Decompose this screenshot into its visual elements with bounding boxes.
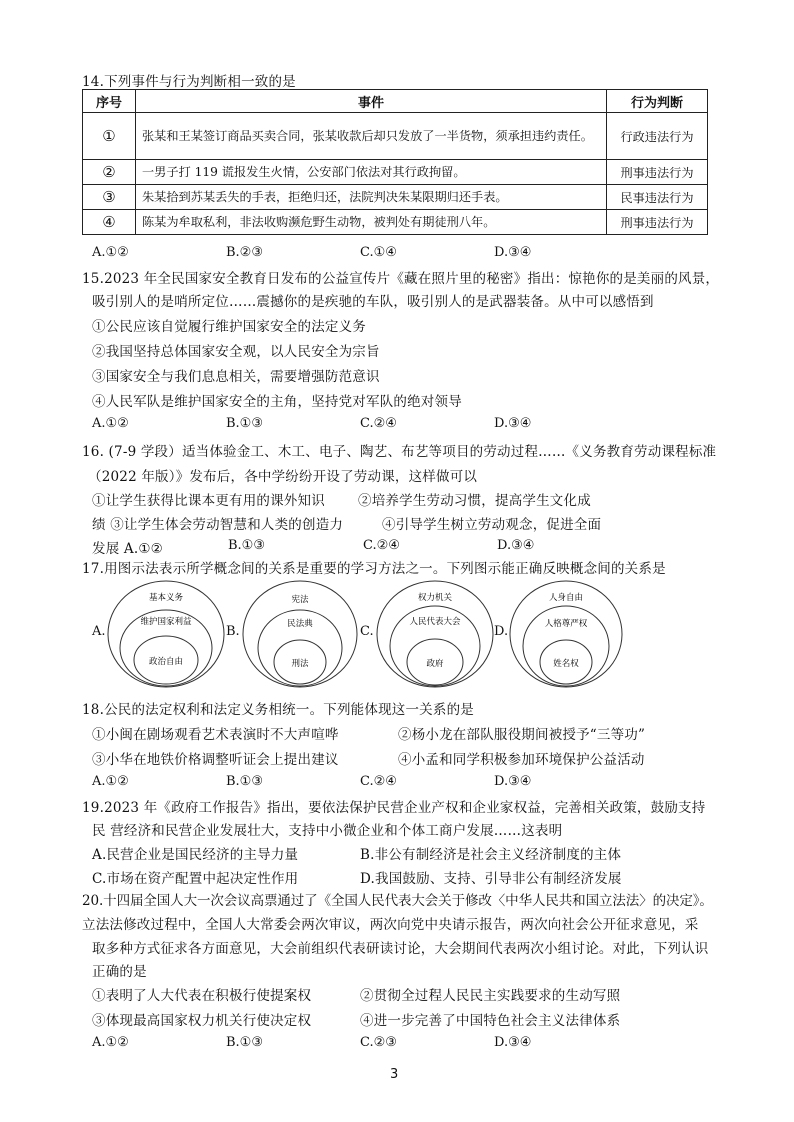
- table-row: [83, 160, 708, 185]
- q15-stem-line1: 15.2023 年全民国家安全教育日发布的公益宣传片《藏在照片里的秘密》指出：惊艳你的是美丽的风景，: [82, 271, 720, 287]
- q19-stem-line2: 民 营经济和民营企业发展壮大，支持中小微企业和个体工商户发展……这表明: [92, 823, 563, 839]
- row-no: ④: [83, 210, 136, 235]
- header-judge: 行为判断: [607, 90, 708, 113]
- q17-diagram-b: [240, 578, 360, 690]
- q19-stem-line1: 19.2023 年《政府工作报告》指出，要依法保护民营企业产权和企业家权益，完善相关政策，鼓励支持: [82, 800, 706, 816]
- row-event: 朱某拾到苏某丢失的手表，拒绝归还，法院判决朱某限期归还手表。: [136, 185, 607, 210]
- q18-item-3: ③小华在地铁价格调整听证会上提出建议: [92, 752, 339, 768]
- q18-option-b[interactable]: B.①③: [226, 774, 263, 789]
- q20-option-d[interactable]: D.③④: [494, 1035, 532, 1050]
- q20-item-4: ④进一步完善了中国特色社会主义法律体系: [360, 1013, 621, 1029]
- q17-diagram-a: [105, 578, 227, 690]
- q18-option-d[interactable]: D.③④: [494, 774, 532, 789]
- q16-stem-line2: （2022 年版）》发布后，各中学纷纷开设了劳动课，这样做可以: [88, 469, 478, 485]
- q15-item-3: ③国家安全与我们息息相关，需要增强防范意识: [92, 369, 380, 385]
- q14-title: 14.下列事件与行为判断相一致的是: [82, 74, 296, 90]
- q15-option-a[interactable]: A.①②: [92, 416, 129, 431]
- table-row: [83, 210, 708, 235]
- q18-option-c[interactable]: C.②④: [360, 774, 397, 789]
- table-row: [83, 113, 708, 160]
- q17-option-a[interactable]: A.: [92, 624, 106, 639]
- q16-item-2: ②培养学生劳动习惯，提高学生文化成: [358, 493, 591, 509]
- q20-option-c[interactable]: C.②③: [360, 1035, 397, 1050]
- q20-stem-line2: 立法法修改过程中，全国人大常委会两次审议，两次向党中央请示报告，两次向社会公开征求意见，采: [82, 917, 699, 933]
- q15-option-c[interactable]: C.②④: [360, 416, 397, 431]
- q16-option-a[interactable]: 发展 A.①②: [92, 541, 163, 557]
- middle-label: 人民代表大会: [409, 617, 461, 627]
- header-no: 序号: [83, 90, 136, 113]
- q14-option-c[interactable]: C.①④: [360, 245, 397, 260]
- outer-label: 权力机关: [417, 593, 453, 603]
- table-header-row: [83, 90, 708, 113]
- q17-diagram-c: [374, 578, 496, 690]
- q18-item-2: ②杨小龙在部队服役期间被授予“三等功”: [398, 727, 646, 743]
- q18-item-4: ④小孟和同学积极参加环境保护公益活动: [398, 752, 645, 768]
- q16-item-3: 绩 ③让学生体会劳动智慧和人类的创造力: [92, 517, 344, 533]
- q20-item-3: ③体现最高国家权力机关行使决定权: [92, 1013, 312, 1029]
- inner-label: 刑法: [291, 659, 309, 669]
- q14-option-a[interactable]: A.①②: [92, 245, 129, 260]
- q15-item-2: ②我国坚持总体国家安全观，以人民安全为宗旨: [92, 344, 380, 360]
- header-event: 事件: [136, 90, 607, 113]
- inner-label: 政府: [426, 659, 444, 669]
- q17-option-c[interactable]: C.: [360, 624, 374, 639]
- middle-circle: [523, 606, 609, 686]
- table-row: [83, 185, 708, 210]
- row-no: ②: [83, 160, 136, 185]
- q20-option-a[interactable]: A.①②: [92, 1035, 129, 1050]
- q19-option-a[interactable]: A.民营企业是国民经济的主导力量: [92, 847, 299, 863]
- q18-item-1: ①小闽在剧场观看艺术表演时不大声喧哗: [92, 727, 339, 743]
- q15-item-4: ④人民军队是维护国家安全的主角，坚持党对军队的绝对领导: [92, 394, 462, 410]
- row-judge: 行政违法行为: [607, 113, 708, 160]
- row-no: ①: [83, 113, 136, 160]
- q16-option-d[interactable]: D.③④: [497, 538, 535, 553]
- q16-item-1: ①让学生获得比课本更有用的课外知识: [92, 493, 325, 509]
- row-judge: 刑事违法行为: [607, 160, 708, 185]
- q20-item-1: ①表明了人大代表在积极行使提案权: [92, 988, 312, 1004]
- row-no: ③: [83, 185, 136, 210]
- q14-table: [82, 89, 708, 235]
- q17-option-d[interactable]: D.: [494, 624, 509, 639]
- q19-option-c[interactable]: C.市场在资产配置中起决定性作用: [92, 871, 299, 887]
- q20-option-b[interactable]: B.①③: [226, 1035, 263, 1050]
- q17-title: 17.用图示法表示所学概念间的关系是重要的学习方法之一。下列图示能正确反映概念间的关系是: [82, 561, 666, 577]
- q15-option-b[interactable]: B.①③: [226, 416, 263, 431]
- q19-option-d[interactable]: D.我国鼓励、支持、引导非公有制经济发展: [360, 871, 622, 887]
- q20-item-2: ②贯彻全过程人民民主实践要求的生动写照: [360, 988, 621, 1004]
- q17-option-b[interactable]: B.: [226, 624, 240, 639]
- row-judge: 刑事违法行为: [607, 210, 708, 235]
- middle-label: 民法典: [287, 619, 313, 629]
- q16-option-c[interactable]: C.②④: [363, 538, 400, 553]
- q15-option-d[interactable]: D.③④: [494, 416, 532, 431]
- q16-item-4: ④引导学生树立劳动观念，促进全面: [382, 517, 602, 533]
- middle-label: 维护国家利益: [140, 617, 192, 627]
- q17-diagram-d: [506, 578, 626, 690]
- row-event: 一男子打 119 谎报发生火情，公安部门依法对其行政拘留。: [136, 160, 607, 185]
- inner-label: 姓名权: [553, 659, 579, 669]
- outer-label: 人身自由: [548, 593, 584, 603]
- q16-option-b[interactable]: B.①③: [228, 538, 265, 553]
- row-event: 张某和王某签订商品买卖合同，张某收款后却只发放了一半货物，须承担违约责任。: [136, 113, 607, 160]
- q18-title: 18.公民的法定权利和法定义务相统一。下列能体现这一关系的是: [82, 702, 474, 718]
- q15-stem-line2: 吸引别人的是哨所定位……震撼你的是疾驰的车队，吸引别人的是武器装备。从中可以感悟到: [92, 294, 654, 310]
- outer-label: 基本义务: [148, 593, 184, 603]
- page-number: 3: [390, 1067, 399, 1082]
- q14-option-d[interactable]: D.③④: [494, 245, 532, 260]
- q14-option-b[interactable]: B.②③: [226, 245, 263, 260]
- outer-label: 宪法: [291, 595, 309, 605]
- q19-option-b[interactable]: B.非公有制经济是社会主义经济制度的主体: [360, 847, 622, 863]
- q20-stem-line3: 取多种方式征求各方面意见，大会前组织代表研读讨论，大会期间代表两次小组讨论。对此，下列认识: [92, 941, 709, 957]
- inner-label: 政治自由: [148, 657, 184, 667]
- q20-stem-line1: 20.十四届全国人大一次会议高票通过了《全国人民代表大会关于修改〈中华人民共和国立法法〉的决定》。: [82, 893, 713, 909]
- row-event: 陈某为牟取私利，非法收购濒危野生动物，被判处有期徒刑八年。: [136, 210, 607, 235]
- row-judge: 民事违法行为: [607, 185, 708, 210]
- q16-stem-line1: 16. (7-9 学段）适当体验金工、木工、电子、陶艺、布艺等项目的劳动过程……《义务教育劳动课程标准: [82, 444, 717, 460]
- q18-option-a[interactable]: A.①②: [92, 774, 129, 789]
- q15-item-1: ①公民应该自觉履行维护国家安全的法定义务: [92, 319, 366, 335]
- q20-stem-line4: 正确的是: [92, 964, 147, 980]
- middle-label: 人格尊严权: [544, 619, 588, 629]
